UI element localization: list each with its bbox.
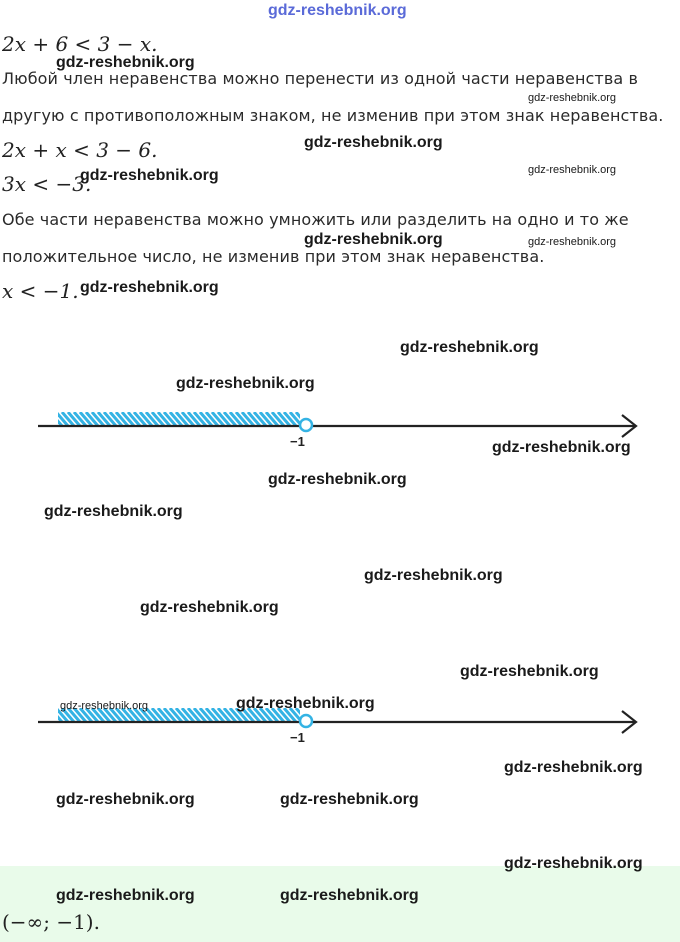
watermark: gdz-reshebnik.org [176, 375, 315, 392]
step-2-inequality: 2x + x < 3 − 6. [2, 138, 158, 162]
rule-1-line-2: другую с противоположным знаком, не изменив при этом знак неравенства. [2, 106, 664, 125]
site-header-link[interactable]: gdz-reshebnik.org [268, 2, 407, 19]
watermark: gdz-reshebnik.org [280, 887, 419, 904]
watermark: gdz-reshebnik.org [236, 695, 375, 712]
watermark: gdz-reshebnik.org [528, 164, 617, 176]
watermark: gdz-reshebnik.org [460, 663, 599, 680]
rule-2-line-1: Обе части неравенства можно умножить или разделить на одно и то же [2, 210, 629, 229]
watermark: gdz-reshebnik.org [80, 167, 219, 184]
watermark: gdz-reshebnik.org [304, 231, 443, 248]
watermark: gdz-reshebnik.org [364, 567, 503, 584]
watermark: gdz-reshebnik.org [304, 134, 443, 151]
watermark: gdz-reshebnik.org [140, 599, 279, 616]
rule-2-line-2: положительное число, не изменив при этом знак неравенства. [2, 247, 545, 266]
watermark: gdz-reshebnik.org [528, 236, 617, 248]
watermark: gdz-reshebnik.org [528, 92, 617, 104]
watermark: gdz-reshebnik.org [400, 339, 539, 356]
watermark: gdz-reshebnik.org [504, 759, 643, 776]
step-3-inequality: 3x < −3. [2, 172, 92, 196]
tick-label-2: −1 [290, 730, 305, 745]
watermark: gdz-reshebnik.org [268, 471, 407, 488]
open-point-1 [300, 419, 312, 431]
watermark: gdz-reshebnik.org [80, 279, 219, 296]
watermark: gdz-reshebnik.org [280, 791, 419, 808]
watermark: gdz-reshebnik.org [60, 700, 149, 712]
tick-label-1: −1 [290, 434, 305, 449]
watermark: gdz-reshebnik.org [504, 855, 643, 872]
step-4-inequality: x < −1. [2, 279, 79, 303]
watermark: gdz-reshebnik.org [56, 54, 195, 71]
watermark: gdz-reshebnik.org [56, 887, 195, 904]
watermark: gdz-reshebnik.org [44, 503, 183, 520]
answer-text: (−∞; −1). [2, 910, 100, 934]
rule-1-line-1: Любой член неравенства можно перенести из одной части неравенства в [2, 69, 638, 88]
open-point-2 [300, 715, 312, 727]
shaded-region-1 [50, 412, 320, 426]
watermark: gdz-reshebnik.org [492, 439, 631, 456]
step-1-inequality: 2x + 6 < 3 − x. [2, 32, 158, 56]
watermark: gdz-reshebnik.org [56, 791, 195, 808]
